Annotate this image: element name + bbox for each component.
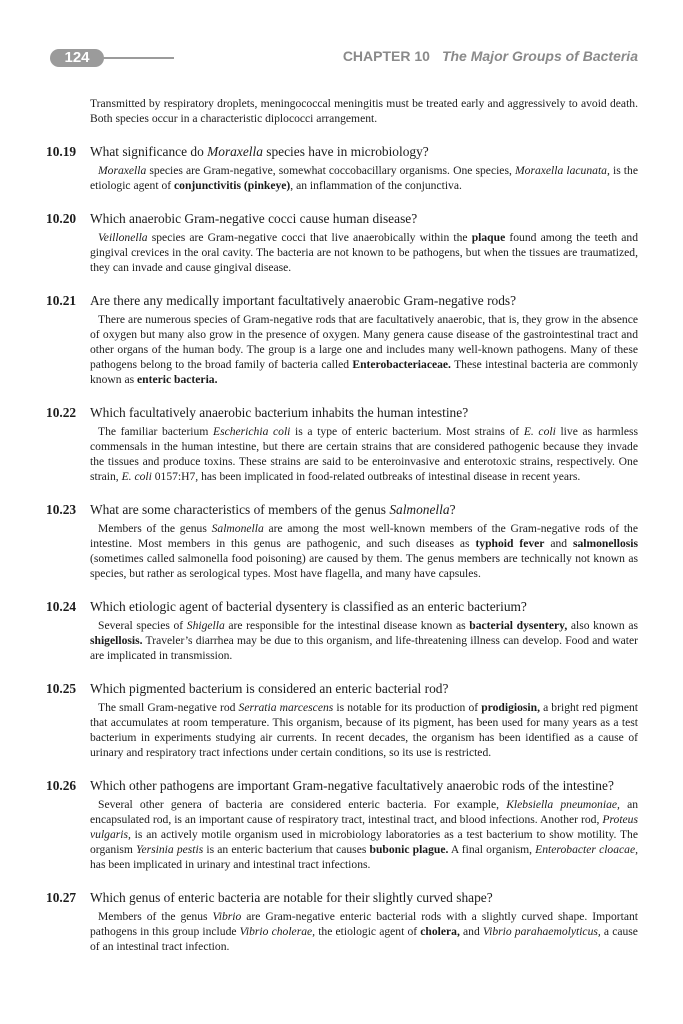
chapter-label: CHAPTER 10: [342, 48, 430, 64]
text-run: What significance do: [90, 144, 208, 159]
question-number: 10.20: [46, 211, 77, 226]
answer-paragraph: [90, 424, 638, 484]
question-block: [46, 292, 638, 387]
question-text: [90, 598, 638, 615]
italic-term: Vibrio cholerae,: [239, 925, 316, 938]
question-heading: [46, 210, 638, 227]
question-number: 10.24: [46, 599, 77, 614]
bold-term: Enterobacteriaceae.: [352, 358, 451, 371]
answer-paragraph: [90, 230, 638, 275]
question-block: [46, 598, 638, 663]
answer-paragraph: [90, 521, 638, 581]
italic-term: Veillonella: [98, 231, 148, 244]
bold-term: prodigiosin,: [481, 701, 540, 714]
question-text: [90, 777, 638, 794]
text-run: (sometimes called salmonella food poisoning) are caused by them. The genus members are technically not known as species, but rather as serological types. Most have flagella, and many have capsules.: [90, 552, 638, 580]
question-heading: [46, 404, 638, 421]
answer-paragraph: [90, 312, 638, 387]
text-run: is the etiologic agent of: [90, 164, 638, 192]
italic-term: Salmonella: [211, 522, 264, 535]
italic-term: Moraxella lacunata,: [514, 164, 610, 177]
text-run: Several other genera of bacteria are considered enteric bacteria. For example,: [98, 798, 507, 811]
question-text: [90, 292, 638, 309]
italic-term: E. coli: [523, 425, 556, 438]
text-run: There are numerous species of Gram-negative rods that are facultatively anaerobic, that is, they grow in the absence of oxygen but many also grow in the presence of oxygen. Many genera cause disease of the gastrointestinal tract and other organs of the human body. The group is a large one and includes many well-known pathogens. Many of these pathogens belong to the broad family of bacteria called: [90, 313, 638, 371]
text-run: live as harmless commensals in the human intestine, but there are certain strains that are considered pathogenic because they invade the tissues and produce toxins. These strains are said to be enteroinvasive and enterotoxic strains, respectively. One strain,: [90, 425, 638, 483]
question-heading: [46, 680, 638, 697]
text-run: The small Gram-negative rod: [98, 701, 239, 714]
bold-term: enteric bacteria.: [137, 373, 218, 386]
bold-term: cholera,: [420, 925, 460, 938]
text-run: Which pigmented bacterium is considered an enteric bacterial rod?: [90, 681, 449, 696]
text-run: the etiologic agent of: [315, 925, 421, 938]
question-block: [46, 143, 638, 193]
text-run: an encapsulated rod, is an important cause of respiratory tract, intestinal tract, and blood infections. Another rod,: [90, 798, 639, 826]
text-run: a cause of an intestinal tract infection.: [90, 925, 638, 953]
text-run: ?: [449, 502, 456, 517]
text-run: is an enteric bacterium that causes: [203, 843, 370, 856]
question-number: 10.26: [46, 778, 77, 793]
italic-term: Moraxella: [207, 144, 263, 159]
text-run: Which etiologic agent of bacterial dysentery is classified as an enteric bacterium?: [90, 599, 527, 614]
question-number: 10.21: [46, 293, 77, 308]
text-run: These intestinal bacteria are commonly known as: [90, 358, 638, 386]
text-run: and: [459, 925, 483, 938]
page-number-badge: 124: [50, 49, 104, 67]
bold-term: shigellosis.: [90, 634, 143, 647]
text-run: species have in microbiology?: [262, 144, 429, 159]
text-run: has been implicated in urinary and intestinal tract infections.: [90, 858, 371, 871]
text-run: Are there any medically important facultatively anaerobic Gram-negative rods?: [90, 293, 517, 308]
text-run: Members of the genus: [98, 910, 213, 923]
text-run: Members of the genus: [98, 522, 212, 535]
text-run: are responsible for the intestinal disease known as: [224, 619, 470, 632]
text-run: , an inflammation of the conjunctiva.: [290, 179, 462, 192]
bold-term: conjunctivitis (pinkeye): [174, 179, 291, 192]
answer-paragraph: [90, 797, 638, 872]
question-number: 10.22: [46, 405, 77, 420]
question-text: [90, 680, 638, 697]
text-run: 0157:H7, has been implicated in food-related outbreaks of intestinal disease in recent years.: [151, 470, 581, 483]
question-text: [90, 143, 638, 160]
text-run: Several species of: [98, 619, 187, 632]
italic-term: Salmonella: [389, 502, 450, 517]
question-block: [46, 404, 638, 484]
text-run: Which anaerobic Gram-negative cocci cause human disease?: [90, 211, 418, 226]
bold-term: bubonic plague.: [369, 843, 449, 856]
text-run: species are Gram-negative cocci that live anaerobically within the: [147, 231, 472, 244]
question-heading: [46, 777, 638, 794]
question-text: [90, 889, 638, 906]
question-heading: [46, 143, 638, 160]
italic-term: Moraxella: [98, 164, 147, 177]
italic-term: Escherichia coli: [212, 425, 291, 438]
text-run: Transmitted by respiratory droplets, meningococcal meningitis must be treated early and aggressively to avoid death. Both species occur in a characteristic diplococci arrangement.: [90, 97, 638, 125]
question-heading: [46, 598, 638, 615]
italic-term: Enterobacter cloacae,: [535, 843, 639, 856]
running-head: [343, 48, 638, 64]
question-heading: [46, 292, 638, 309]
question-text: [90, 501, 638, 518]
italic-term: Serratia marcescens: [238, 701, 334, 714]
question-heading: [46, 501, 638, 518]
question-number: 10.25: [46, 681, 77, 696]
question-number: 10.23: [46, 502, 77, 517]
text-run: is notable for its production of: [333, 701, 482, 714]
page-header: [0, 0, 683, 80]
question-block: [46, 889, 638, 954]
italic-term: Shigella: [186, 619, 225, 632]
italic-term: Yersinia pestis: [136, 843, 204, 856]
question-block: [46, 210, 638, 275]
text-run: is a type of enteric bacterium. Most strains of: [290, 425, 524, 438]
italic-term: Klebsiella pneumoniae,: [506, 798, 620, 811]
text-run: and: [544, 537, 573, 550]
answer-paragraph: [90, 700, 638, 760]
text-run: Which facultatively anaerobic bacterium inhabits the human intestine?: [90, 405, 469, 420]
question-number: 10.19: [46, 144, 77, 159]
text-run: are Gram-negative enteric bacterial rods with a slightly curved shape. Important pathogens in this group include: [90, 910, 638, 938]
answer-paragraph: [90, 618, 638, 663]
text-run: also known as: [567, 619, 638, 632]
question-number: 10.27: [46, 890, 77, 905]
italic-term: Proteus vulgaris,: [90, 813, 638, 841]
text-run: species are Gram-negative, somewhat coccobacillary organisms. One species,: [146, 164, 515, 177]
chapter-title: The Major Groups of Bacteria: [441, 48, 638, 64]
text-run: A final organism,: [448, 843, 536, 856]
header-rule: [96, 57, 174, 59]
bold-term: typhoid fever: [475, 537, 545, 550]
text-run: The familiar bacterium: [98, 425, 213, 438]
bold-term: salmonellosis: [572, 537, 638, 550]
italic-term: Vibrio parahaemolyticus,: [482, 925, 601, 938]
question-text: [90, 210, 638, 227]
text-run: are among the most well-known members of the Gram-negative rods of the intestine. Most members in this genus are pathogenic, and such diseases as: [90, 522, 638, 550]
intro-paragraph: [90, 96, 638, 126]
text-run: What are some characteristics of members of the genus: [90, 502, 390, 517]
italic-term: E. coli: [121, 470, 152, 483]
text-run: Traveler’s diarrhea may be due to this organism, and life-threatening illness can develop. Food and water are implicated in transmission.: [90, 634, 638, 662]
question-heading: [46, 889, 638, 906]
text-run: a bright red pigment that accumulates at room temperature. This organism, because of its pigment, has been used for many years as a test bacterium in experiments studying air currents. In recent decades, the organism has been identified as a cause of urinary and respiratory tract infections under certain conditions, so its use is restricted.: [90, 701, 639, 759]
answer-paragraph: [90, 163, 638, 193]
text-run: is an actively motile organism used in microbiology laboratories as a test bacterium to show motility. The organism: [90, 828, 638, 856]
question-text: [90, 404, 638, 421]
question-block: [46, 777, 638, 872]
text-run: Which other pathogens are important Gram-negative facultatively anaerobic rods of the intestine?: [90, 778, 614, 793]
text-run: Which genus of enteric bacteria are notable for their slightly curved shape?: [90, 890, 493, 905]
question-block: [46, 501, 638, 581]
page-body: [46, 96, 638, 954]
bold-term: plaque: [471, 231, 506, 244]
italic-term: Vibrio: [212, 910, 242, 923]
question-block: [46, 680, 638, 760]
text-run: found among the teeth and gingival crevices in the oral cavity. The bacteria are not known to be pathogens, but when the tissues are traumatized, they can invade and cause gingival disease.: [90, 231, 638, 274]
answer-paragraph: [90, 909, 638, 954]
bold-term: bacterial dysentery,: [469, 619, 568, 632]
